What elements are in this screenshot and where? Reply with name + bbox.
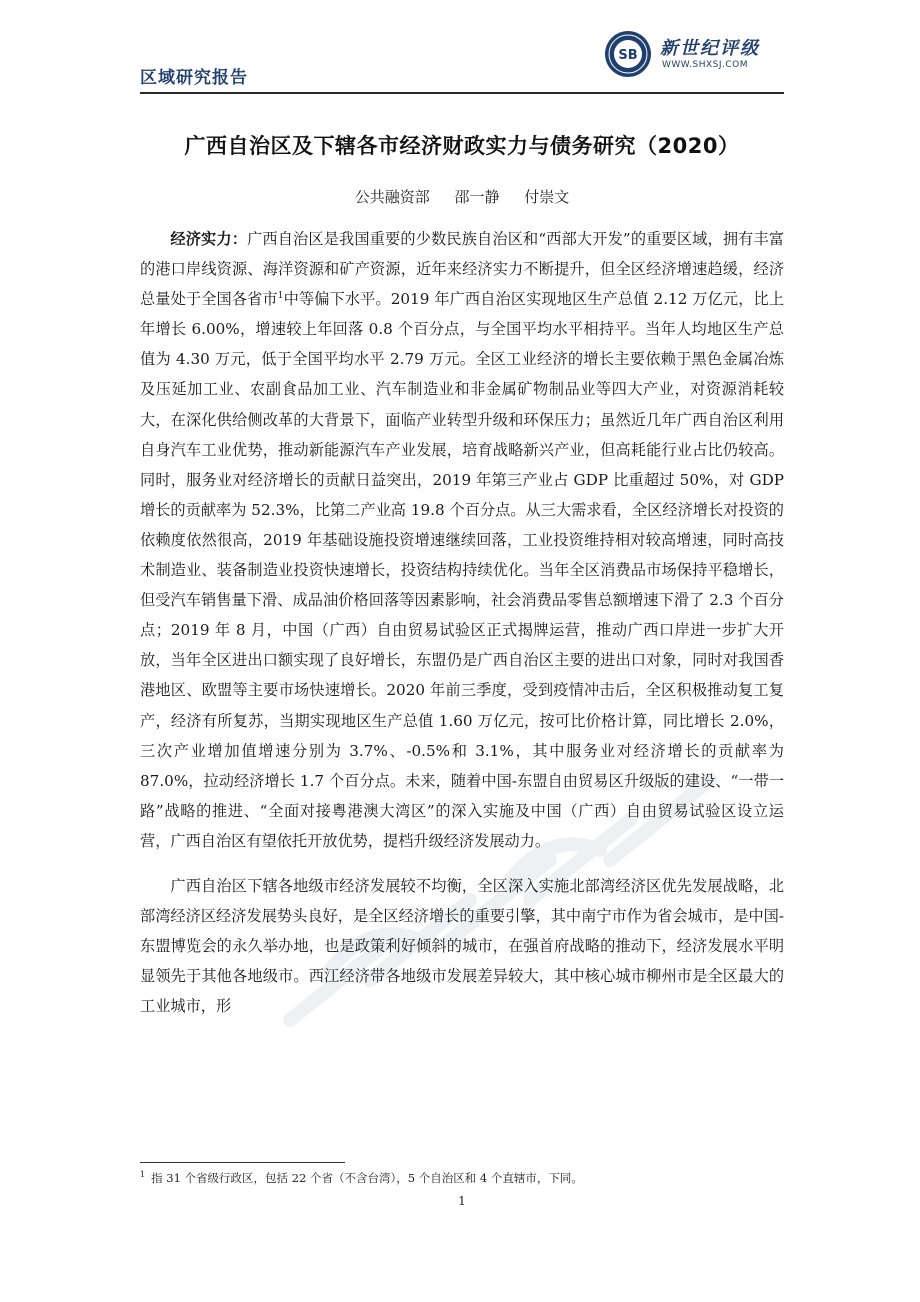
document-title: 广西自治区及下辖各市经济财政实力与债务研究（2020） xyxy=(184,134,740,158)
footnote xyxy=(140,1170,784,1186)
footnote-mark: 1 xyxy=(140,1170,146,1180)
paragraph-text: 广西自治区是我国重要的少数民族自治区和“西部大开发”的重要区域，拥有丰富的港口岸线资源、海洋资源和矿产资源，近年来经济实力不断提升，但全区经济增速趋缓，经济总量处于全国各省市 xyxy=(140,230,785,309)
page-header xyxy=(140,28,784,94)
lead-label: 经济实力： xyxy=(170,230,248,248)
paragraph-city-development: 广西自治区下辖各地级市经济发展较不均衡，全区深入实施北部湾经济区优先发展战略，北部湾经济区经济发展势头良好，是全区经济增长的重要引擎，其中南宁市作为省会城市，是中国-东盟博览会的永久举办地，也是政策利好倾斜的城市，在强首府战略的推动下，经济发展水平明显领先于其他各地级市。西江经济带各地级市发展差异较大，其中核心城市柳州市是全区最大的工业城市，形 xyxy=(140,876,784,1016)
page-number: 1 xyxy=(458,1194,466,1208)
footnote-reference[interactable]: 1 xyxy=(277,291,284,302)
author-name: 邵一静 xyxy=(454,188,500,206)
footnote-text: 指 31 个省级行政区，包括 22 个省（不含台湾），5 个自治区和 4 个直辖市，下同。 xyxy=(151,1171,583,1185)
paragraph-text: 中等偏下水平。2019 年广西自治区实现地区生产总值 2.12 万亿元，比上年增长 6.00%，增速较上年回落 0.8 个百分点，与全国平均水平相持平。当年人均地区生产总值为 4.30 万元，低于全国平均水平 2.79 万元。全区工业经济的增长主要依赖于黑色金属冶炼及压延加工业、农副食品加工业、汽车制造业和非金属矿物制品业等四大产业，对资源消耗较大，在深化供给侧改革的大背景下，面临产业转型升级和环保压力；虽然近几年广西自治区利用自身汽车工业优势，推动新能源汽车产业发展，培育战略新兴产业，但高耗能行业占比仍较高。同时，服务业对经济增长的贡献日益突出，2019 年第三产业占 GDP 比重超过 50%，对 GDP 增长的贡献率为 52.3%，比第二产业高 19.8 个百分点。从三大需求看，全区经济增长对投资的依赖度依然很高，2019 年基础设施投资增速继续回落，工业投资维持相对较高增速，同时高技术制造业、装备制造业投资快速增长，投资结构持续优化。当年全区消费品市场保持平稳增长，但受汽车销售量下滑、成品油价格回落等因素影响，社会消费品零售总额增速下滑了 2.3 个百分点；2019 年 8 月，中国（广西）自由贸易试验区正式揭牌运营，推动广西口岸进一步扩大开放，当年全区进出口额实现了良好增长，东盟仍是广西自治区主要的进出口对象，同时对我国香港地区、欧盟等主要市场快速增长。2020 年前三季度，受到疫情冲击后，全区积极推动复工复产，经济有所复苏，当期实现地区生产总值 1.60 万亿元，按可比价格计算，同比增长 2.0%，三次产业增加值增速分别为 3.7%、-0.5%和 3.1%，其中服务业对经济增长的贡献率为 87.0%，拉动经济增长 1.7 个百分点。未来，随着中国-东盟自由贸易区升级版的建设、“一带一路”战略的推进、“全面对接粤港澳大湾区”的深入实施及中国（广西）自由贸易试验区设立运营，广西自治区有望依托开放优势，提档升级经济发展动力。 xyxy=(140,290,785,850)
footnote-divider xyxy=(140,1162,345,1163)
author-line xyxy=(140,186,784,207)
header-divider xyxy=(140,92,784,94)
seal-monogram: SB xyxy=(618,48,638,63)
author-department: 公共融资部 xyxy=(354,188,430,206)
brand-logo xyxy=(604,30,784,82)
author-name: 付崇文 xyxy=(524,188,570,206)
logo-name: 新世纪评级 xyxy=(660,38,760,59)
seal-icon xyxy=(604,30,652,78)
paragraph-economic-strength xyxy=(140,224,784,856)
logo-url: WWW.SHXSJ.COM xyxy=(662,60,749,70)
section-label: 区域研究报告 xyxy=(140,68,248,88)
report-body xyxy=(140,224,784,1021)
